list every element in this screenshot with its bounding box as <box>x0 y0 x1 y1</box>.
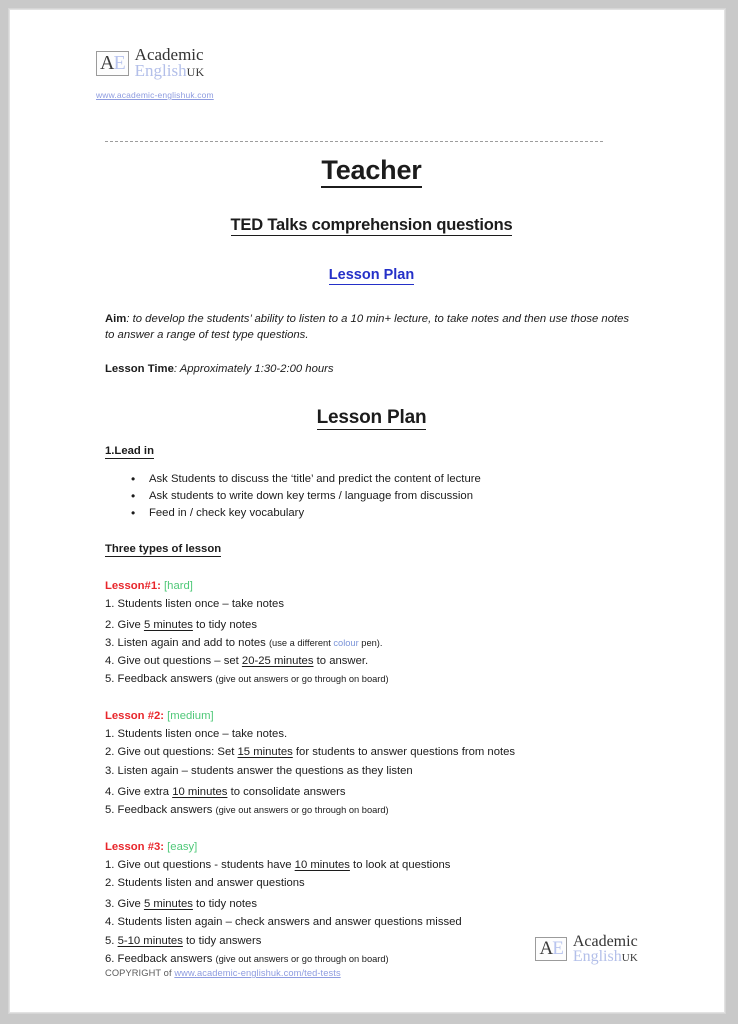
lesson-block <box>105 708 638 819</box>
copyright-line <box>105 968 341 980</box>
lesson-step-number: 2. <box>105 746 115 759</box>
lead-in-bullet-text: Ask students to write down key terms / language from discussion <box>149 490 473 503</box>
lesson-step-item <box>105 743 638 761</box>
lesson-step-item <box>105 725 638 743</box>
three-types-heading-text: Three types of lesson <box>105 542 222 555</box>
footer-logo-monogram-icon <box>535 937 566 961</box>
lesson-step-text: Students listen and answer questions <box>114 877 305 890</box>
lesson-step-list <box>105 595 638 689</box>
lesson-step-text: Feedback answers <box>114 673 216 686</box>
header-divider <box>105 141 603 142</box>
lesson-heading <box>105 708 638 725</box>
lead-in-bullet-list <box>105 471 638 523</box>
lesson-step-number: 4. <box>105 655 115 668</box>
lesson-step-number: 2. <box>105 618 115 631</box>
logo-word-english <box>135 63 205 79</box>
lesson-step-text: Give out questions - students have <box>114 859 295 871</box>
page-title <box>105 156 638 186</box>
copyright-url-link[interactable]: www.academic-englishuk.com/ted-tests <box>174 968 341 978</box>
lesson-heading <box>105 578 638 595</box>
lead-in-bullet-item <box>149 488 638 505</box>
footer-logo <box>535 932 638 966</box>
lesson-step-note: (give out answers or go through on board) <box>215 804 389 815</box>
lesson-label: Lesson#1: <box>105 579 161 592</box>
lesson-difficulty-badge: [easy] <box>164 841 198 854</box>
aim-text: : to develop the students’ ability to listen to a 10 min+ lecture, to take notes and then use those notes to answer a range of test type questions. <box>105 312 630 341</box>
lesson-step-number: 3. <box>105 898 115 911</box>
lesson-difficulty-badge: [medium] <box>164 710 214 723</box>
lesson-step-item <box>105 856 638 874</box>
lesson-step-text-tail: for students to answer questions from notes <box>292 746 516 759</box>
lesson-label: Lesson #2: <box>105 710 165 723</box>
lesson-step-number: 6. <box>105 952 115 965</box>
lesson-step-duration: 5 minutes <box>143 618 193 631</box>
page-subtitle <box>105 216 638 235</box>
document-header <box>96 46 396 103</box>
lesson-step-text: Give extra <box>114 785 173 798</box>
lesson-step-item <box>105 892 638 913</box>
lesson-step-text-tail: to tidy notes <box>192 618 257 631</box>
lesson-plan-black-heading <box>105 407 638 429</box>
aim-paragraph <box>105 311 638 343</box>
academic-english-uk-logo <box>96 46 396 80</box>
lesson-step-item <box>105 595 638 613</box>
lesson-step-duration: 10 minutes <box>172 785 228 798</box>
lesson-step-text-tail: to answer. <box>313 655 369 668</box>
lesson-step-duration: 20-25 minutes <box>241 655 314 668</box>
lesson-step-item <box>105 613 638 634</box>
lesson-step-item <box>105 670 638 688</box>
lesson-step-duration: 5-10 minutes <box>117 934 183 947</box>
aim-label: Aim <box>105 312 127 325</box>
lesson-step-number: 5. <box>105 673 115 686</box>
lesson-step-number: 5. <box>105 803 115 816</box>
lesson-step-item <box>105 762 638 780</box>
lesson-plan-black-heading-text: Lesson Plan <box>316 406 427 428</box>
lesson-step-number: 1. <box>105 859 115 871</box>
academic-english-uk-logo-footer <box>535 932 638 966</box>
lesson-step-item <box>105 652 638 670</box>
logo-monogram-e: E <box>113 51 125 74</box>
lesson-step-item <box>105 874 638 892</box>
lesson-step-duration: 15 minutes <box>237 746 293 759</box>
footer-logo-word-english-text: English <box>572 948 622 965</box>
footer-logo-word-uk: UK <box>621 952 638 964</box>
lesson-step-number: 4. <box>105 785 115 798</box>
lesson-step-note-highlight: colour <box>333 637 359 648</box>
lead-in-bullet-item <box>149 505 638 522</box>
lesson-block <box>105 578 638 689</box>
lesson-time-paragraph <box>105 361 638 377</box>
lesson-step-item <box>105 913 638 931</box>
lesson-step-text: Listen again – students answer the questions as they listen <box>114 764 413 777</box>
lesson-step-text-tail: to tidy notes <box>192 898 257 911</box>
lesson-step-text: Students listen again – check answers and answer questions missed <box>114 916 462 929</box>
lesson-step-number: 4. <box>105 916 115 929</box>
lesson-plan-blue-heading <box>105 267 638 283</box>
footer-logo-word-english <box>573 949 638 964</box>
lead-in-heading-text: 1.Lead in <box>105 444 154 457</box>
logo-wordmark <box>134 44 205 80</box>
lead-in-heading <box>105 445 638 457</box>
lesson-step-text: Give out questions: Set <box>114 746 238 759</box>
lesson-step-duration: 5 minutes <box>143 898 193 911</box>
lesson-step-item <box>105 801 638 819</box>
lesson-step-text-tail: to look at questions <box>349 859 451 871</box>
lesson-time-label: Lesson Time <box>105 362 174 375</box>
lesson-step-note: (use a different colour pen). <box>268 637 383 648</box>
lesson-step-item <box>105 634 638 652</box>
page-subtitle-text: TED Talks comprehension questions <box>230 215 513 234</box>
lesson-step-text: Feedback answers <box>114 952 216 965</box>
three-types-heading <box>105 543 638 555</box>
lesson-label: Lesson #3: <box>105 841 165 854</box>
footer-logo-word-academic: Academic <box>572 932 638 950</box>
lesson-step-item <box>105 780 638 801</box>
lesson-step-text: Listen again and add to notes <box>114 636 269 649</box>
lead-in-bullet-item <box>149 471 638 488</box>
lessons-container <box>105 578 638 968</box>
footer-logo-monogram-a: A <box>539 938 553 959</box>
logo-word-english-text: English <box>134 61 187 80</box>
lesson-step-text: Feedback answers <box>114 803 216 816</box>
lead-in-bullet-text: Feed in / check key vocabulary <box>149 507 305 520</box>
lesson-difficulty-badge: [hard] <box>160 579 193 592</box>
lesson-heading <box>105 839 638 856</box>
lesson-plan-blue-heading-text: Lesson Plan <box>328 266 415 283</box>
lesson-step-text: Students listen once – take notes. <box>114 728 288 741</box>
logo-monogram-a: A <box>100 51 114 74</box>
lesson-step-number: 5. <box>105 934 115 947</box>
lesson-step-duration: 10 minutes <box>294 859 350 871</box>
lesson-step-number: 1. <box>105 728 115 741</box>
lead-in-bullet-text: Ask Students to discuss the ‘title’ and predict the content of lecture <box>149 472 481 485</box>
lesson-step-number: 1. <box>105 597 115 610</box>
lesson-step-note: (give out answers or go through on board) <box>215 674 389 685</box>
lesson-step-text-tail: to consolidate answers <box>227 785 346 798</box>
lesson-step-text-tail: to tidy answers <box>182 934 262 947</box>
lesson-step-text: Give <box>114 898 144 911</box>
lesson-step-text: Students listen once – take notes <box>114 597 284 610</box>
document-body <box>105 156 638 968</box>
lesson-step-note: (give out answers or go through on board) <box>215 953 389 964</box>
document-page <box>9 9 725 1013</box>
footer-logo-wordmark <box>573 934 638 964</box>
lesson-step-text: Give <box>114 618 144 631</box>
lesson-time-text: : Approximately 1:30-2:00 hours <box>173 362 334 375</box>
logo-monogram-icon <box>96 51 129 76</box>
logo-word-uk: UK <box>186 65 205 79</box>
lesson-step-number: 3. <box>105 636 115 649</box>
footer-logo-monogram-e: E <box>552 938 563 959</box>
header-site-url-link[interactable]: www.academic-englishuk.com <box>96 90 214 100</box>
logo-word-academic: Academic <box>134 44 204 64</box>
lesson-step-number: 2. <box>105 877 115 890</box>
copyright-prefix: COPYRIGHT of <box>105 968 175 978</box>
lesson-step-number: 3. <box>105 764 115 777</box>
page-title-text: Teacher <box>321 155 421 188</box>
lesson-step-list <box>105 725 638 819</box>
lesson-step-text: Give out questions – set <box>114 655 242 668</box>
